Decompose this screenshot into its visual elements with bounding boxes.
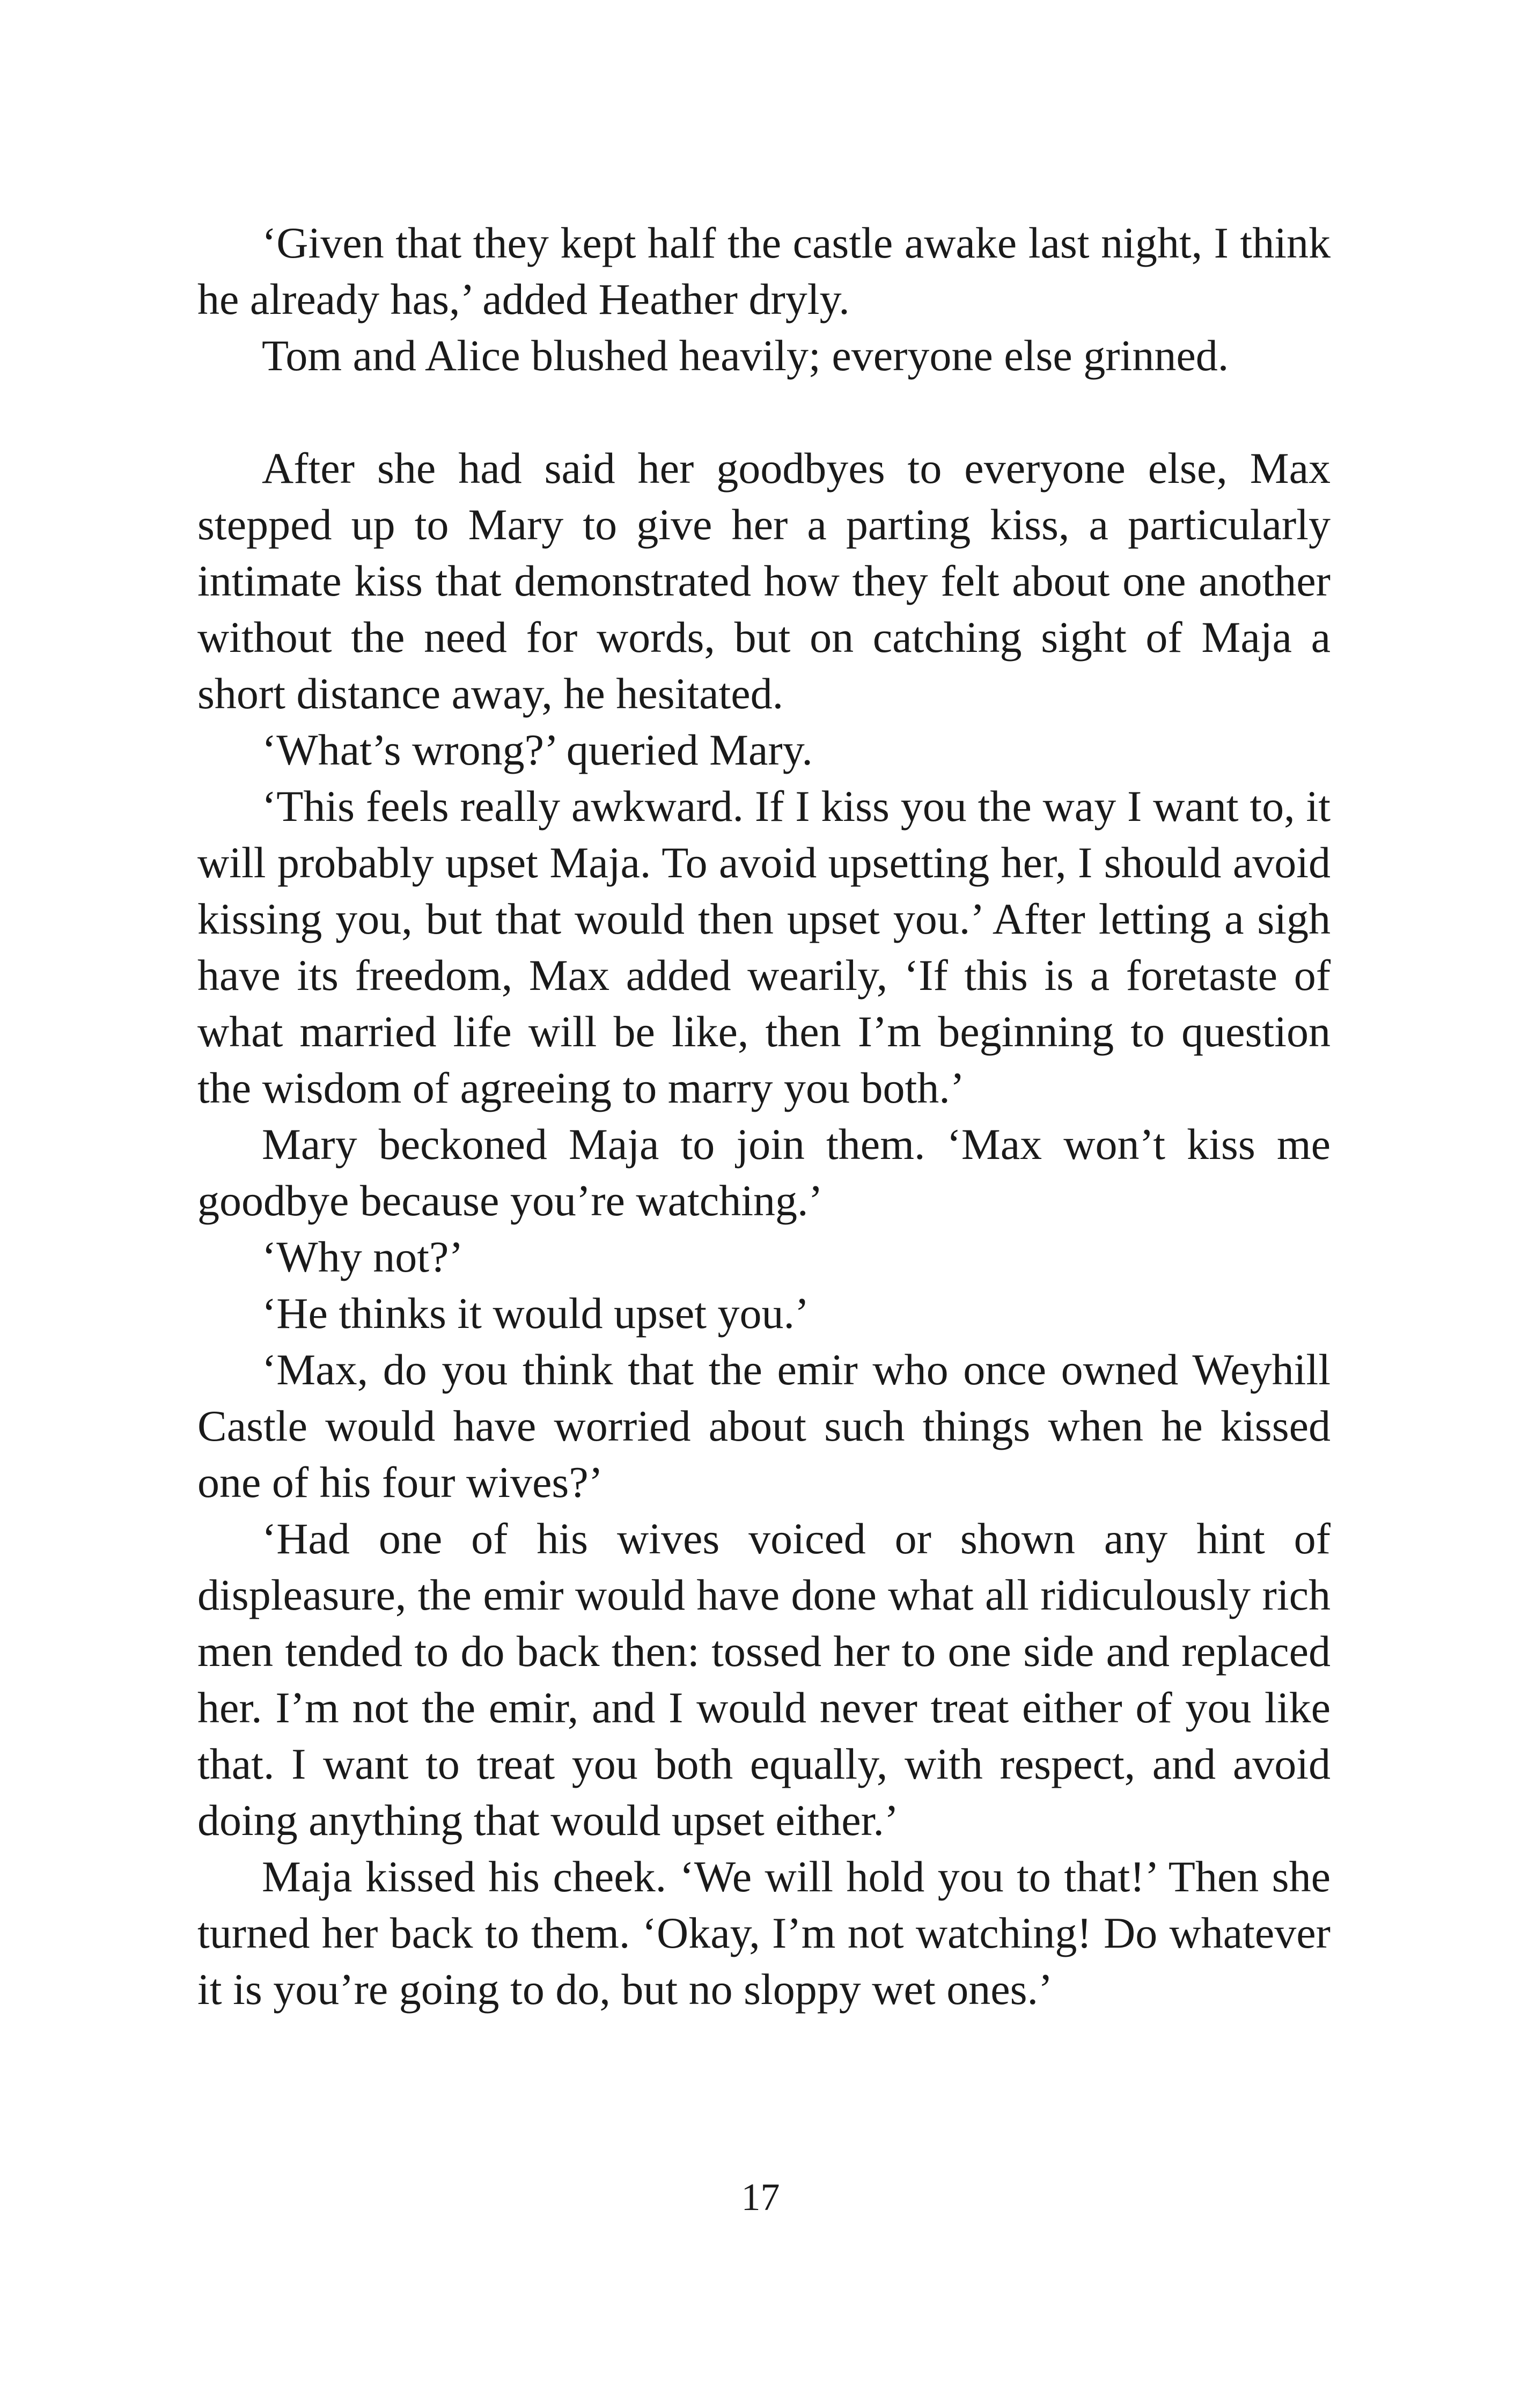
paragraph-1: ‘Given that they kept half the castle awake last night, I think he already has,’ added Heather dryly.	[197, 218, 1331, 324]
paragraph-8: ‘He thinks it would upset you.’	[262, 1289, 810, 1338]
paragraph-3: After she had said her goodbyes to everyone else, Max stepped up to Mary to give her a parting kiss, a particularly intimate kiss that demonstrated how they felt about one another without the need for words, but on catching sight of Maja a short distance away, he hesitated.	[197, 444, 1331, 718]
paragraph-11: Maja kissed his cheek. ‘We will hold you to that!’ Then she turned her back to them. ‘Okay, I’m not watching! Do whatever it is you’re going to do, but no sloppy wet ones.’	[197, 1852, 1331, 2014]
paragraph-6: Mary beckoned Maja to join them. ‘Max won’t kiss me goodbye because you’re watching.’	[197, 1120, 1331, 1225]
paragraph-5: ‘This feels really awkward. If I kiss you the way I want to, it will probably upset Maja. To avoid upsetting her, I should avoid kissing you, but that would then upset you.’ After letting a sigh have its freedom, Max added wearily, ‘If this is a foretaste of what married life will be like, then I’m beginning to question the wisdom of agreeing to marry you both.’	[197, 782, 1331, 1112]
paragraph-2: Tom and Alice blushed heavily; everyone else grinned.	[262, 331, 1229, 380]
body-text	[197, 215, 1331, 2017]
paragraph-7: ‘Why not?’	[262, 1232, 464, 1281]
paragraph-9: ‘Max, do you think that the emir who once owned Weyhill Castle would have worried about such things when he kissed one of his four wives?’	[197, 1345, 1331, 1507]
scene-break	[197, 384, 1331, 440]
paragraph-4: ‘What’s wrong?’ queried Mary.	[262, 725, 813, 774]
page-number: 17	[741, 2176, 780, 2219]
paragraph-10: ‘Had one of his wives voiced or shown any hint of displeasure, the emir would have done what all ridiculously rich men tended to do back then: tossed her to one side and replaced her. I’m not the emir, and I would never treat either of you like that. I want to treat you both equally, with respect, and avoid doing anything that would upset either.’	[197, 1514, 1331, 1845]
